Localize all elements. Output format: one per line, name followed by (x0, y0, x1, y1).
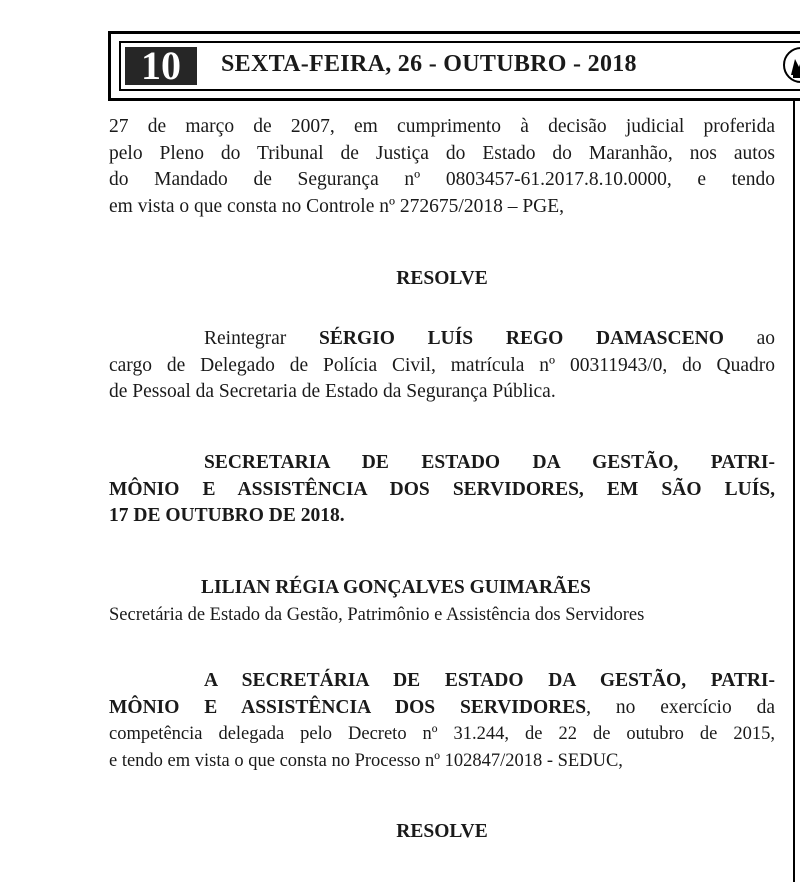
text-line: do Mandado de Segurança nº 0803457-61.2017.8.10.0000, e tendo (109, 169, 775, 190)
header-inner-frame (119, 41, 800, 91)
paragraph-reinstatement (109, 326, 775, 406)
text-fragment-bold: MÔNIO E ASSISTÊNCIA DOS SERVIDORES (109, 696, 587, 718)
signatory-name: LILIAN RÉGIA GONÇALVES GUIMARÃES (201, 577, 591, 598)
text-line: 27 de março de 2007, em cumprimento à decisão judicial proferida (109, 116, 775, 137)
text-line: A SECRETÁRIA DE ESTADO DA GESTÃO, PATRI- (204, 670, 775, 691)
action-verb: Reintegrar (204, 328, 287, 349)
text-fragment: ao (756, 328, 776, 349)
paragraph-intro (109, 114, 775, 220)
text-line: e tendo em vista o que consta no Processo nº 102847/2018 - SEDUC, (109, 750, 623, 771)
resolve-heading: RESOLVE (396, 268, 488, 289)
state-emblem-icon (781, 45, 800, 85)
text-line (109, 326, 775, 353)
text-fragment: , no exercício da (586, 696, 775, 718)
column-rule (793, 101, 795, 882)
resolve-heading-2: RESOLVE (396, 821, 488, 842)
paragraph-secretaria-2 (109, 668, 775, 774)
signatory-title: Secretária de Estado da Gestão, Patrimônio e Assistência dos Servidores (109, 604, 645, 625)
text-line: MÔNIO E ASSISTÊNCIA DOS SERVIDORES, EM SÃO LUÍS, (109, 478, 775, 500)
text-line: 17 DE OUTUBRO DE 2018. (109, 505, 345, 526)
person-name: SÉRGIO LUÍS REGO DAMASCENO (319, 328, 724, 349)
text-line: em vista o que consta no Controle nº 272675/2018 – PGE, (109, 195, 565, 217)
text-line: de Pessoal da Secretaria de Estado da Segurança Pública. (109, 381, 556, 402)
text-line: pelo Pleno do Tribunal de Justiça do Estado do Maranhão, nos autos (109, 142, 775, 164)
page-number: 10 (125, 47, 197, 85)
header-date: SEXTA-FEIRA, 26 - OUTUBRO - 2018 (221, 51, 637, 77)
signature-block (109, 575, 775, 628)
text-line: competência delegada pelo Decreto nº 31.244, de 22 de outubro de 2015, (109, 724, 775, 744)
text-line (109, 695, 775, 722)
paragraph-secretaria (109, 450, 775, 530)
text-line: cargo de Delegado de Polícia Civil, matrícula nº 00311943/0, do Quadro (109, 354, 775, 376)
page-header (108, 31, 800, 101)
text-line: SECRETARIA DE ESTADO DA GESTÃO, PATRI- (204, 452, 775, 473)
